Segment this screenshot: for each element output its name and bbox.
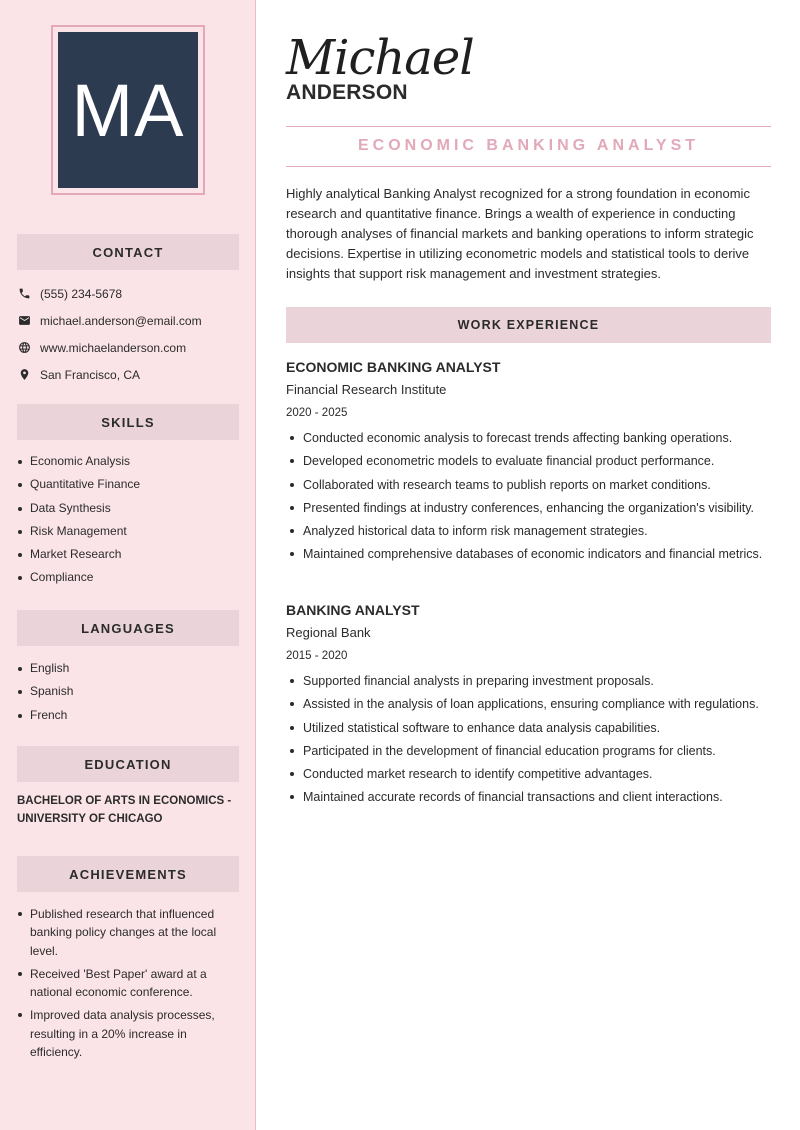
achievements-list [17, 905, 239, 1066]
achievement-item: Improved data analysis processes, resulting in a 20% increase in efficiency. [17, 1006, 239, 1061]
contact-location [17, 361, 247, 388]
skill-item: Quantitative Finance [17, 473, 239, 496]
language-item: Spanish [17, 680, 239, 703]
job-bullet: Conducted economic analysis to forecast trends affecting banking operations. [286, 428, 771, 448]
skill-item: Market Research [17, 543, 239, 566]
contact-email [17, 307, 247, 334]
last-name: ANDERSON [286, 81, 408, 104]
job-bullet: Participated in the development of financial education programs for clients. [286, 741, 771, 761]
phone-icon [17, 287, 31, 301]
achievements-heading: ACHIEVEMENTS [17, 856, 239, 892]
job-bullets [286, 428, 771, 564]
title-rule-bottom [286, 166, 771, 167]
job-bullet: Utilized statistical software to enhance data analysis capabilities. [286, 718, 771, 738]
job-role: ECONOMIC BANKING ANALYST [286, 359, 501, 375]
job-bullet: Analyzed historical data to inform risk management strategies. [286, 521, 771, 541]
monogram-frame [51, 25, 205, 195]
contact-heading: CONTACT [17, 234, 239, 270]
job-bullet: Maintained accurate records of financial transactions and client interactions. [286, 787, 771, 807]
job-bullet: Supported financial analysts in preparing investment proposals. [286, 671, 771, 691]
job-dates: 2020 - 2025 [286, 407, 348, 419]
email-text[interactable]: michael.anderson@email.com [40, 313, 202, 328]
job-role: BANKING ANALYST [286, 602, 420, 618]
monogram: MA [58, 32, 198, 188]
job-bullets [286, 671, 771, 807]
job-bullet: Developed econometric models to evaluate financial product performance. [286, 451, 771, 471]
contact-phone [17, 280, 247, 307]
skill-item: Risk Management [17, 520, 239, 543]
sidebar [0, 0, 256, 1130]
skills-list [17, 450, 239, 590]
title-rule-top [286, 126, 771, 127]
job-dates: 2015 - 2020 [286, 650, 348, 662]
globe-icon [17, 341, 31, 355]
email-icon [17, 314, 31, 328]
achievement-item: Received 'Best Paper' award at a national economic conference. [17, 965, 239, 1002]
job-bullet: Presented findings at industry conferences, enhancing the organization's visibility. [286, 498, 771, 518]
contact-list [17, 280, 247, 388]
job-bullet: Conducted market research to identify competitive advantages. [286, 764, 771, 784]
language-item: French [17, 704, 239, 727]
summary: Highly analytical Banking Analyst recognized for a strong foundation in economic research and quantitative finance. Brings a wealth of experience in conducting thorough analyses of financial markets and banking operations to inform strategic decisions. Expertise in utilizing econometric models and statistical tools to derive insights that support risk management and investment strategies. [286, 186, 754, 281]
website-text[interactable]: www.michaelanderson.com [40, 340, 187, 355]
skill-item: Compliance [17, 566, 239, 589]
skills-heading: SKILLS [17, 404, 239, 440]
phone-text[interactable]: (555) 234-5678 [40, 286, 123, 301]
location-text: San Francisco, CA [40, 367, 141, 382]
job-entry [286, 599, 771, 811]
language-item: English [17, 657, 239, 680]
skill-item: Economic Analysis [17, 450, 239, 473]
education-degree: BACHELOR OF ARTS IN ECONOMICS - UNIVERSITY OF CHICAGO [17, 795, 232, 825]
job-bullet: Assisted in the analysis of loan applications, ensuring compliance with regulations. [286, 694, 771, 714]
languages-heading: LANGUAGES [17, 610, 239, 646]
location-pin-icon [17, 368, 31, 382]
job-entry [286, 356, 771, 568]
work-experience-heading: WORK EXPERIENCE [286, 307, 771, 343]
job-bullet: Maintained comprehensive databases of economic indicators and financial metrics. [286, 544, 771, 564]
languages-list [17, 657, 239, 727]
achievement-item: Published research that influenced banking policy changes at the local level. [17, 905, 239, 960]
contact-website [17, 334, 247, 361]
skill-item: Data Synthesis [17, 497, 239, 520]
job-bullet: Collaborated with research teams to publish reports on market conditions. [286, 475, 771, 495]
job-title: ECONOMIC BANKING ANALYST [357, 137, 700, 154]
job-company: Regional Bank [286, 625, 371, 640]
first-name: Michael [286, 30, 474, 86]
job-company: Financial Research Institute [286, 382, 447, 397]
education-heading: EDUCATION [17, 746, 239, 782]
